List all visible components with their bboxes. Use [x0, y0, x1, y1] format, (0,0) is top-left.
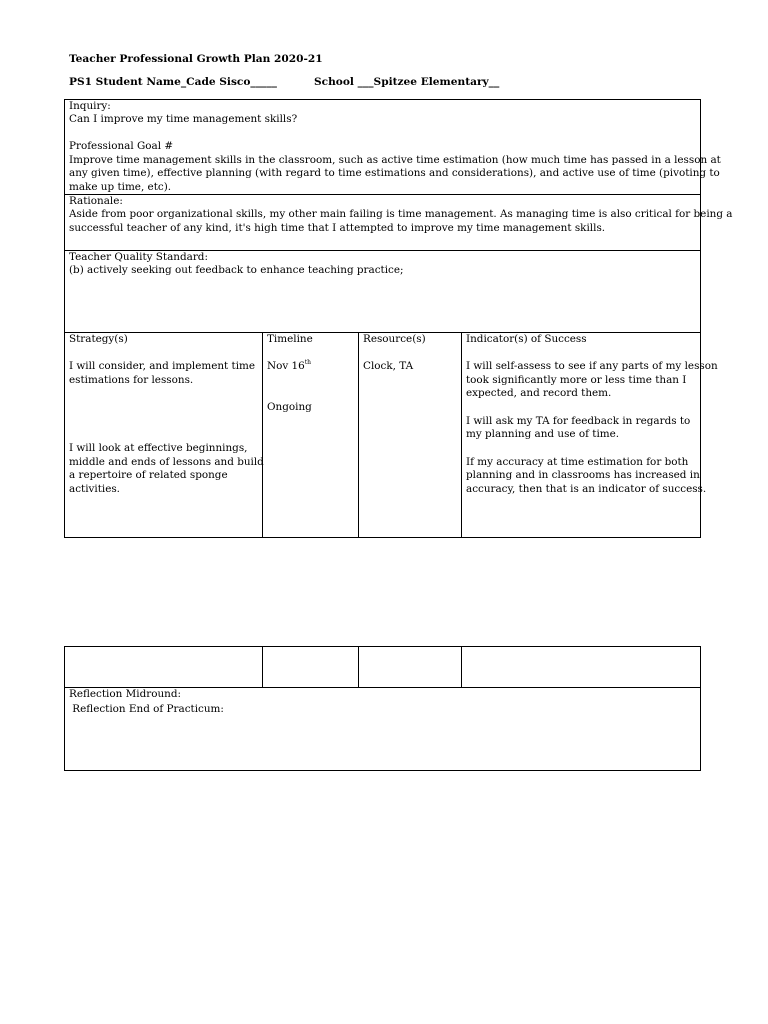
indicator-line: If my accuracy at time estimation for both — [466, 456, 689, 468]
strategy-line: a repertoire of related sponge — [69, 469, 228, 481]
column-divider — [262, 646, 263, 687]
inquiry-text: Can I improve my time management skills? — [69, 113, 298, 125]
header-timeline: Timeline — [267, 333, 313, 345]
strategy-line: estimations for lessons. — [69, 374, 194, 386]
page-title: Teacher Professional Growth Plan 2020-21 — [69, 53, 323, 65]
professional-goal-line: Improve time management skills in the classroom, such as active time estimation (how much time has passed in a lesson at — [69, 154, 721, 166]
resources-text: Clock, TA — [363, 360, 414, 372]
indicator-line: expected, and record them. — [466, 387, 612, 399]
student-name-line: PS1 Student Name_Cade Sisco_____ — [69, 76, 277, 88]
timeline-ongoing: Ongoing — [267, 401, 312, 413]
header-resources: Resource(s) — [363, 333, 426, 345]
timeline-date — [267, 360, 311, 374]
indicator-line: I will self-assess to see if any parts of my lesson — [466, 360, 718, 372]
strategy-line: I will look at effective beginnings, — [69, 442, 248, 454]
standard-text: (b) actively seeking out feedback to enhance teaching practice; — [69, 264, 404, 276]
strategy-line: middle and ends of lessons and build — [69, 456, 264, 468]
column-divider — [358, 332, 359, 538]
header-strategy: Strategy(s) — [69, 333, 128, 345]
strategy-line: I will consider, and implement time — [69, 360, 256, 372]
professional-goal-label: Professional Goal # — [69, 140, 174, 152]
school-line: School ___Spitzee Elementary__ — [314, 76, 500, 88]
indicator-line: accuracy, then that is an indicator of success. — [466, 483, 707, 495]
indicator-line: took significantly more or less time than I — [466, 374, 687, 386]
column-divider — [358, 646, 359, 687]
indicator-line: my planning and use of time. — [466, 428, 620, 440]
indicator-line: planning and in classrooms has increased in — [466, 469, 700, 481]
header-indicators: Indicator(s) of Success — [466, 333, 587, 345]
professional-goal-line: make up time, etc). — [69, 181, 172, 193]
rationale-label: Rationale: — [69, 195, 123, 207]
rationale-line: successful teacher of any kind, it's high time that I attempted to improve my time management skills. — [69, 222, 606, 234]
rationale-line: Aside from poor organizational skills, my other main failing is time management. As managing time is also critical for being a — [69, 208, 733, 220]
professional-goal-line: any given time), effective planning (with regard to time estimations and considerations), and active use of time (pivoting to — [69, 167, 720, 179]
timeline-date-suffix: th — [304, 359, 312, 366]
column-divider — [262, 332, 263, 538]
column-divider — [461, 332, 462, 538]
reflection-end-label: Reflection End of Practicum: — [69, 703, 224, 715]
reflection-midround-label: Reflection Midround: — [69, 688, 181, 700]
inquiry-label: Inquiry: — [69, 100, 111, 112]
standard-label: Teacher Quality Standard: — [69, 251, 208, 263]
timeline-date-text: Nov 16 — [267, 360, 305, 372]
column-divider — [461, 646, 462, 687]
indicator-line: I will ask my TA for feedback in regards to — [466, 415, 691, 427]
strategy-line: activities. — [69, 483, 120, 495]
